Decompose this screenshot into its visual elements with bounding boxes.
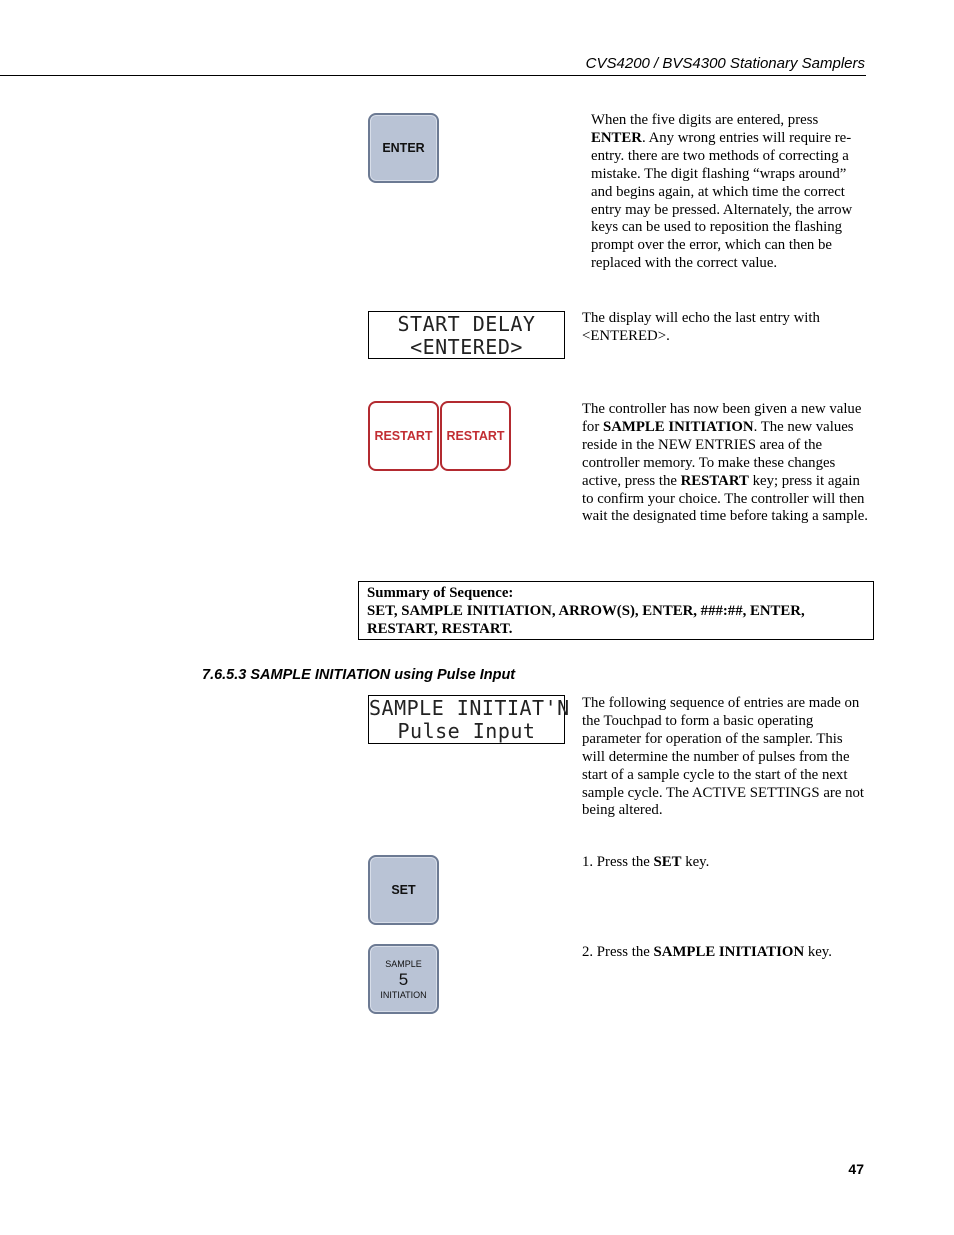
sample-initiation-key [368,944,439,1014]
summary-box [358,581,874,640]
key-bottom-label: INITIATION [380,989,427,1000]
restart-key [440,401,511,471]
summary-line-1: SET, SAMPLE INITIATION, ARROW(S), ENTER, ###:##, ENTER, [367,603,805,619]
display-line-1: SAMPLE INITIAT'N [369,696,570,720]
restart-key [368,401,439,471]
enter-key [368,113,439,183]
section-heading: 7.6.5.3 SAMPLE INITIATION using Pulse Input [202,667,516,683]
header-rule [0,75,866,76]
key-top-label: SAMPLE [385,958,422,969]
summary-line-2: RESTART, RESTART. [367,621,513,637]
restart-key-label: RESTART [374,429,433,443]
step-1: 1. Press the SET key. [582,854,710,870]
enter-paragraph: When the five digits are entered, press ENTER. Any wrong entries will require re-entry. there are two methods of correcting a mistake. The digit flashing “wraps around” and begins again, at which time the correct entry may be pressed. Alternately, the arrow keys can be used to reposition the flashing prompt over the error, which can then be replaced with the correct value. [591,112,853,272]
display-line-1: START DELAY [397,312,536,336]
restart-key-label: RESTART [446,429,505,443]
start-delay-display [368,311,565,359]
display-line-2: Pulse Input [397,719,536,743]
restart-paragraph: The controller has now been given a new value for SAMPLE INITIATION. The new values reside in the NEW ENTRIES area of the controller memory. To make these changes active, press the RESTART key; press it again to confirm your choice. The controller will then wait the designated time before taking a sample. [582,401,868,525]
summary-label: Summary of Sequence: [367,585,514,601]
running-header: CVS4200 / BVS4300 Stationary Samplers [585,55,865,72]
set-key-label: SET [391,883,416,897]
key-number: 5 [398,969,409,989]
page-number: 47 [848,1161,864,1177]
enter-key-label: ENTER [382,141,425,155]
step-2: 2. Press the SAMPLE INITIATION key. [582,944,832,960]
sample-initiation-display [368,695,570,744]
echo-paragraph: The display will echo the last entry with <ENTERED>. [582,310,820,344]
display-line-2: <ENTERED> [410,335,523,359]
set-key [368,855,439,925]
pulse-intro-paragraph: The following sequence of entries are made on the Touchpad to form a basic operating parameter for operation of the sampler. This will determine the number of pulses from the start of a sample cycle to the start of the next sample cycle. The ACTIVE SETTINGS are not being altered. [582,695,865,819]
